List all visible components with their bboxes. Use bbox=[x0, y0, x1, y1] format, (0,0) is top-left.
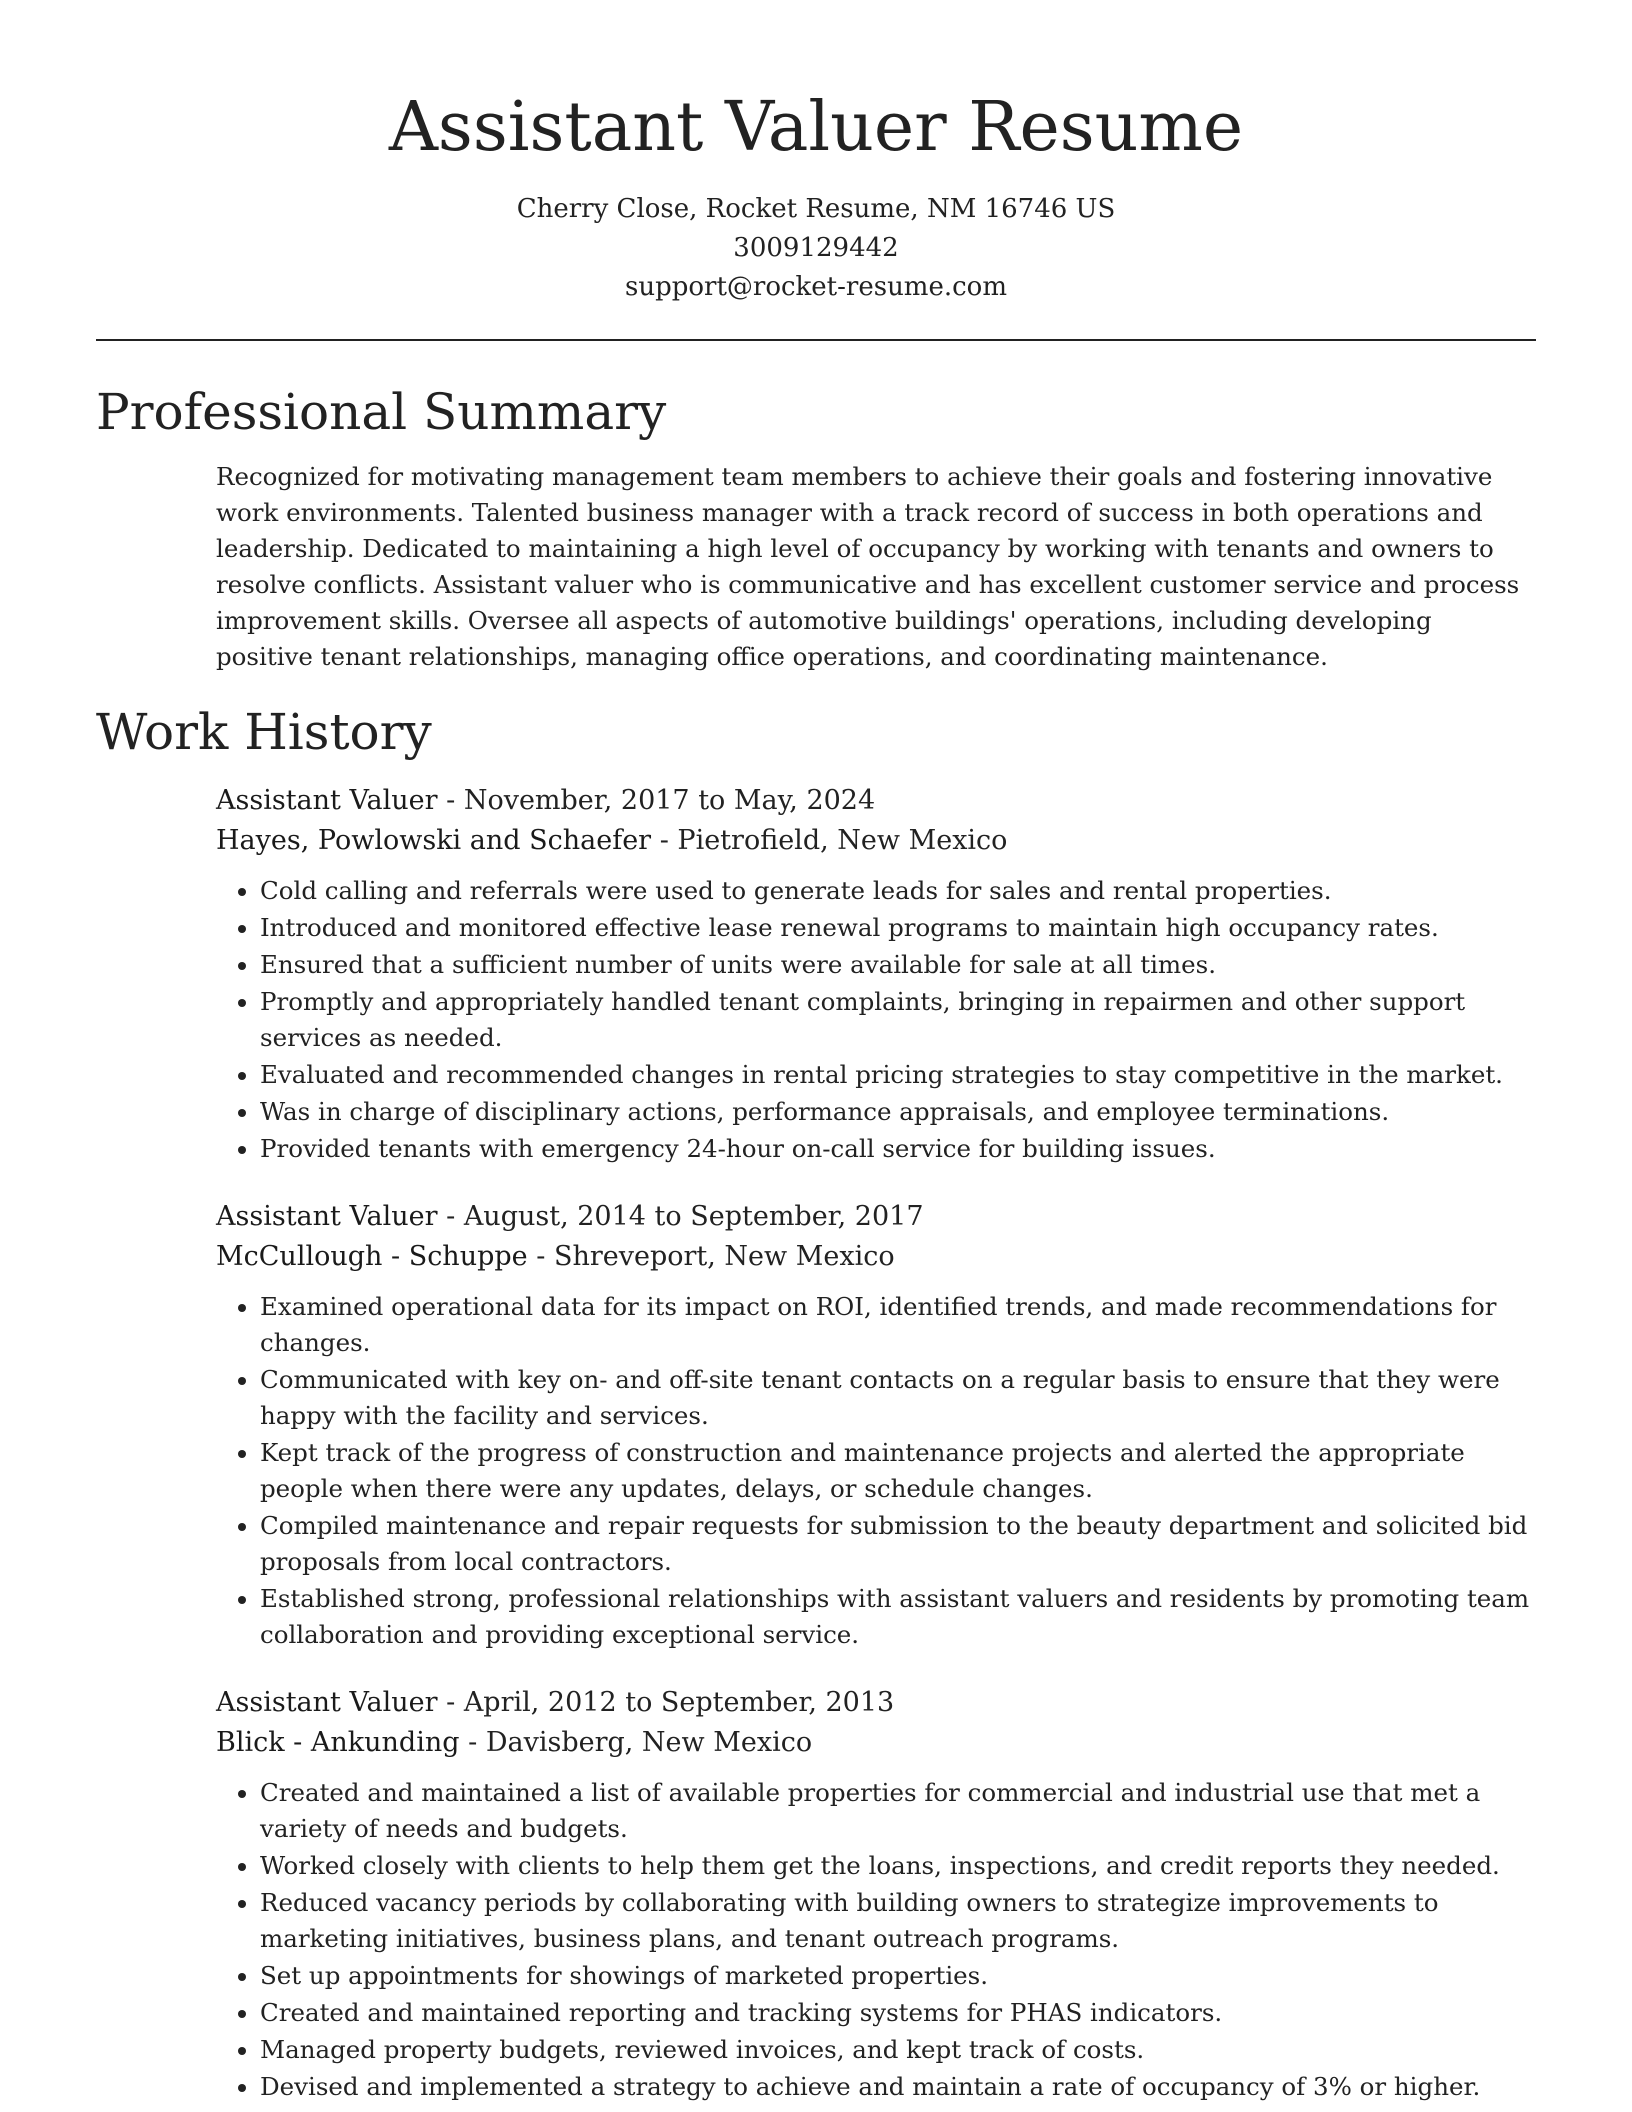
job-company-line bbox=[216, 1723, 1536, 1763]
job-company-line bbox=[216, 821, 1536, 861]
duty-item: • Was in charge of disciplinary actions, performance appraisals, and employee terminations. bbox=[260, 1094, 1536, 1130]
job-company: McCullough - Schuppe bbox=[216, 1241, 528, 1272]
duty-item: • Established strong, professional relationships with assistant valuers and residents by promoting team collaboration and providing exceptional service. bbox=[260, 1581, 1536, 1653]
job-dates: November, 2017 to May, 2024 bbox=[463, 785, 876, 816]
duty-item: • Created and maintained reporting and tracking systems for PHAS indicators. bbox=[260, 1995, 1536, 2031]
email: support@rocket-resume.com bbox=[624, 272, 1007, 302]
duty-item: • Devised and implemented a strategy to achieve and maintain a rate of occupancy of 3% or higher. bbox=[260, 2069, 1536, 2105]
duty-item: • Set up appointments for showings of marketed properties. bbox=[260, 1958, 1536, 1994]
summary-section bbox=[216, 459, 1536, 675]
work-history-heading: Work History bbox=[96, 703, 432, 761]
duty-item: • Evaluated and recommended changes in rental pricing strategies to stay competitive in the market. bbox=[260, 1057, 1536, 1093]
duty-item: • Promptly and appropriately handled tenant complaints, bringing in repairmen and other support services as needed. bbox=[260, 984, 1536, 1056]
separator: - bbox=[446, 1201, 464, 1232]
header-divider bbox=[96, 339, 1536, 341]
summary-text: Recognized for motivating management team members to achieve their goals and fostering innovative work environments. Talented business manager with a track record of success in both operations and leadership. Dedicated to maintaining a high level of occupancy by working with tenants and owners to resolve conflicts. Assistant valuer who is communicative and has excellent customer service and process improvement skills. Oversee all aspects of automotive buildings' operations, including developing positive tenant relationships, managing office operations, and coordinating maintenance. bbox=[216, 462, 1520, 671]
work-history-section bbox=[216, 781, 1536, 2105]
duty-list bbox=[216, 1289, 1536, 1653]
job-title: Assistant Valuer bbox=[216, 785, 438, 816]
duty-item: • Provided tenants with emergency 24-hour on-call service for building issues. bbox=[260, 1131, 1536, 1167]
duty-item: • Kept track of the progress of construction and maintenance projects and alerted the appropriate people when there were any updates, delays, or schedule changes. bbox=[260, 1435, 1536, 1507]
duty-list bbox=[216, 873, 1536, 1167]
duty-item: • Cold calling and referrals were used to generate leads for sales and rental properties. bbox=[260, 873, 1536, 909]
duty-item: • Introduced and monitored effective lease renewal programs to maintain high occupancy rates. bbox=[260, 910, 1536, 946]
separator: - bbox=[536, 1241, 554, 1272]
duty-item: • Reduced vacancy periods by collaborating with building owners to strategize improvements to marketing initiatives, business plans, and tenant outreach programs. bbox=[260, 1885, 1536, 1957]
duty-item: • Managed property budgets, reviewed invoices, and kept track of costs. bbox=[260, 2032, 1536, 2068]
duty-item: • Compiled maintenance and repair requests for submission to the beauty department and solicited bid proposals from local contractors. bbox=[260, 1508, 1536, 1580]
resume-header bbox=[96, 0, 1536, 307]
job-title-line bbox=[216, 781, 1536, 821]
job-entry bbox=[216, 1197, 1536, 1653]
job-company: Blick - Ankunding bbox=[216, 1727, 460, 1758]
job-company: Hayes, Powlowski and Schaefer bbox=[216, 825, 652, 856]
duty-item: • Examined operational data for its impact on ROI, identified trends, and made recommendations for changes. bbox=[260, 1289, 1536, 1361]
resume-title: Assistant Valuer Resume bbox=[388, 88, 1244, 167]
job-dates: August, 2014 to September, 2017 bbox=[463, 1201, 924, 1232]
separator: - bbox=[468, 1727, 486, 1758]
duty-item: • Worked closely with clients to help them get the loans, inspections, and credit reports they needed. bbox=[260, 1848, 1536, 1884]
job-location: Pietrofield, New Mexico bbox=[677, 825, 1008, 856]
job-title-line bbox=[216, 1197, 1536, 1237]
job-company-line bbox=[216, 1237, 1536, 1277]
job-location: Shreveport, New Mexico bbox=[553, 1241, 895, 1272]
separator: - bbox=[446, 785, 464, 816]
job-title-line bbox=[216, 1683, 1536, 1723]
duty-item: • Communicated with key on- and off-site tenant contacts on a regular basis to ensure that they were happy with the facility and services. bbox=[260, 1362, 1536, 1434]
duty-item: • Ensured that a sufficient number of units were available for sale at all times. bbox=[260, 947, 1536, 983]
job-title: Assistant Valuer bbox=[216, 1201, 438, 1232]
job-entry bbox=[216, 1683, 1536, 2105]
duty-list bbox=[216, 1775, 1536, 2105]
phone: 3009129442 bbox=[733, 233, 899, 263]
job-title: Assistant Valuer bbox=[216, 1687, 438, 1718]
summary-heading: Professional Summary bbox=[96, 383, 667, 441]
job-dates: April, 2012 to September, 2013 bbox=[463, 1687, 895, 1718]
job-location: Davisberg, New Mexico bbox=[485, 1727, 813, 1758]
job-entry bbox=[216, 781, 1536, 1167]
separator: - bbox=[446, 1687, 464, 1718]
separator: - bbox=[659, 825, 678, 856]
contact-info bbox=[96, 190, 1536, 307]
duty-item: • Created and maintained a list of available properties for commercial and industrial use that met a variety of needs and budgets. bbox=[260, 1775, 1536, 1847]
address: Cherry Close, Rocket Resume, NM 16746 US bbox=[516, 194, 1116, 224]
